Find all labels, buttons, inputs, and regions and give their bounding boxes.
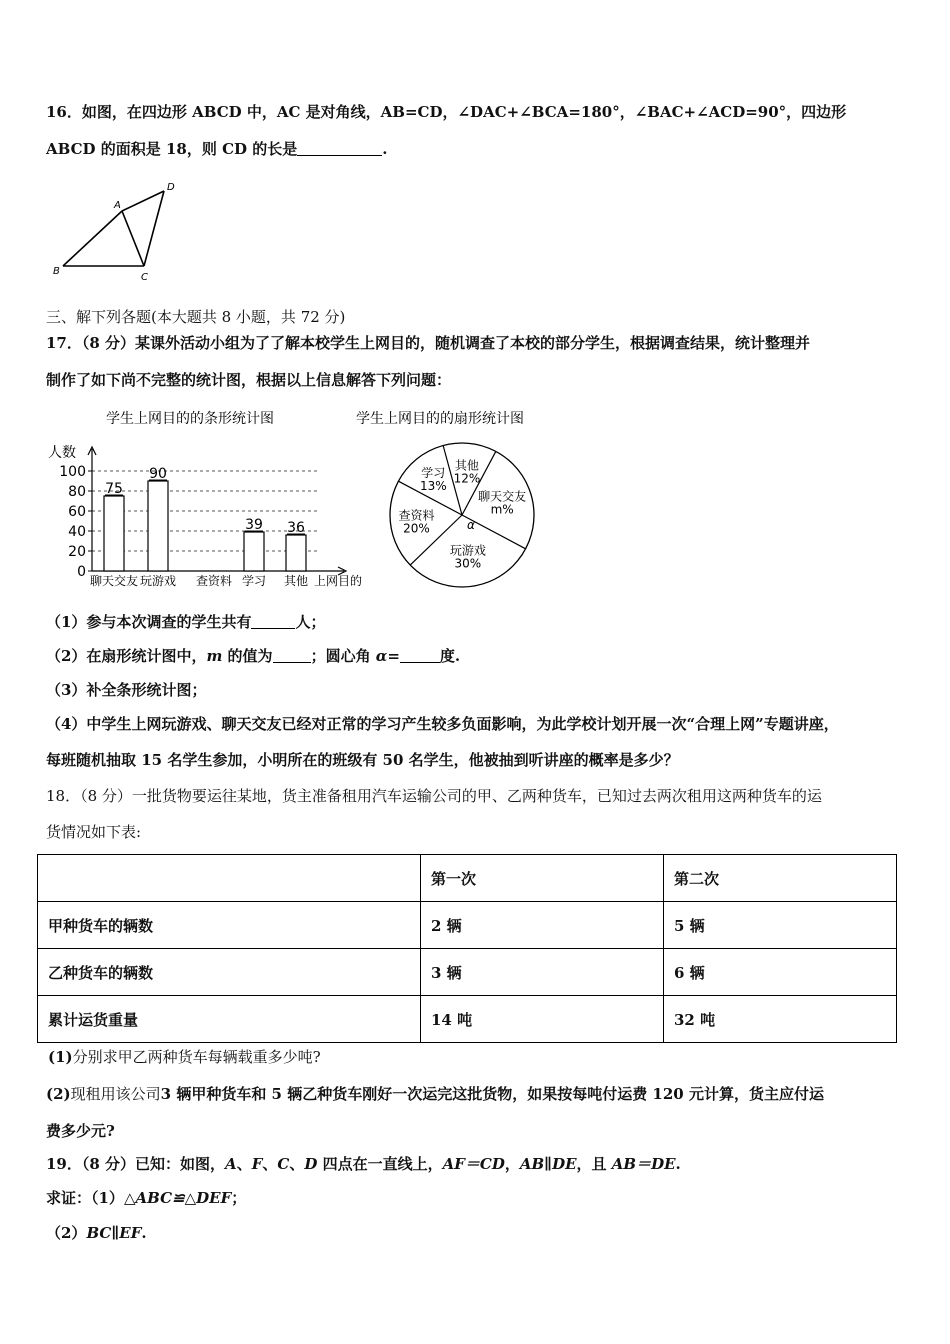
q17-sub2-text-e: 度.	[439, 647, 461, 665]
bar	[286, 535, 306, 571]
table-header-cell	[38, 855, 421, 902]
q19-text-mid: 四点在一直线上，	[317, 1155, 443, 1173]
pie-slice-percent: 12%	[453, 471, 481, 486]
freight-table	[37, 854, 897, 1043]
q18-sub2	[46, 1084, 824, 1104]
pie-slice-name: 玩游戏	[449, 543, 486, 558]
q16-question-text: ABCD 的面积是 18，则 CD 的长是	[46, 140, 298, 158]
bar-value-label: 90	[149, 466, 167, 482]
q18-sub2-line2: 费多少元?	[46, 1122, 115, 1140]
pie-center-angle-label: α	[467, 518, 475, 532]
pie-slice-name: 学习	[421, 466, 446, 481]
q17-line2: 制作了如下尚不完整的统计图，根据以上信息解答下列问题：	[46, 371, 452, 389]
bar-chart	[44, 405, 374, 595]
q19-point-d: D	[304, 1155, 318, 1173]
q18-line2: 货情况如下表:	[46, 823, 142, 841]
table-cell: 14 吨	[421, 996, 664, 1043]
x-tick-label: 聊天交友	[89, 574, 139, 588]
table-cell: 甲种货车的辆数	[38, 902, 421, 949]
x-tick-label: 其他	[283, 574, 309, 588]
q17-sub4-line2: 每班随机抽取 15 名学生参加，小明所在的班级有 50 名学生，他被抽到听讲座的概率是多少？	[46, 751, 679, 769]
pie-slice-name: 聊天交友	[478, 489, 527, 504]
pie-chart-title: 学生上网目的的扇形统计图	[356, 411, 524, 427]
bar-value-label: 39	[245, 517, 263, 533]
q18-sub2-text-b: 3 辆甲种货车和 5 辆乙种货车刚好一次运完这批货物，如果按每吨付运费 120 元计算，货主应付运	[160, 1085, 824, 1103]
vertex-label-a: A	[114, 200, 121, 211]
q16-line1: 16．如图，在四边形 ABCD 中，AC 是对角线，AB=CD，∠DAC+∠BCA=180°，∠BAC+∠ACD=90°，四边形	[46, 103, 847, 121]
q19-prove-pre: 求证：（1）	[46, 1189, 124, 1207]
y-axis-label: 人数	[48, 445, 76, 461]
q19-prove2-pre: （2）	[46, 1224, 87, 1242]
q17-sub2-blank-m[interactable]	[273, 648, 311, 663]
q19-comma: 、	[236, 1155, 252, 1173]
y-tick-label: 100	[59, 464, 86, 480]
q18-sub1-number: (1)	[48, 1048, 73, 1066]
y-tick-label: 80	[68, 484, 86, 500]
q19-line2	[46, 1188, 246, 1208]
q16-answer-blank[interactable]	[297, 141, 382, 156]
q19-point-a: A	[225, 1155, 237, 1173]
q19-prove-parallel: BC∥EF	[86, 1224, 142, 1242]
q17-sub1	[46, 612, 325, 632]
q19-line1	[46, 1154, 681, 1174]
q19-text-pre: 19．（8 分）已知：如图，	[46, 1155, 226, 1173]
y-tick-label: 60	[68, 504, 86, 520]
q18-sub1	[48, 1047, 321, 1067]
table-cell: 累计运货重量	[38, 996, 421, 1043]
q19-prove2-end: .	[141, 1224, 147, 1242]
bar-value-label: 75	[105, 481, 123, 497]
q17-sub2-blank-alpha[interactable]	[400, 648, 440, 663]
q17-sub2	[46, 646, 460, 666]
table-row	[38, 949, 897, 996]
q19-comma: ，	[504, 1155, 520, 1173]
q17-sub4-line1: （4）中学生上网玩游戏、聊天交友已经对正常的学习产生较多负面影响，为此学校计划开展一次“合理上网”专题讲座，	[46, 715, 839, 733]
q16-line2	[46, 139, 388, 159]
table-header-cell: 第一次	[421, 855, 664, 902]
pie-slice-name: 其他	[454, 458, 479, 473]
q18-sub2-text-a: 现租用该公司	[70, 1085, 161, 1103]
q17-sub3: （3）补全条形统计图；	[46, 681, 207, 699]
q16-period: .	[382, 140, 388, 158]
q17-sub1-blank[interactable]	[251, 614, 295, 629]
y-tick-label: 20	[68, 544, 86, 560]
q18-sub1-text: 分别求甲乙两种货车每辆载重多少吨?	[72, 1048, 321, 1066]
q17-sub2-text-d: =	[387, 647, 400, 665]
q19-comma: 、	[289, 1155, 305, 1173]
q17-sub2-m: m	[206, 647, 223, 665]
pie-slice-name: 查资料	[398, 508, 435, 523]
pie-slice-percent: 20%	[403, 521, 430, 536]
x-tick-label: 查资料	[195, 574, 233, 588]
pie-slice-percent: 13%	[419, 479, 447, 494]
vertex-label-c: C	[141, 272, 148, 283]
q17-sub2-text-b: 的值为	[222, 647, 273, 665]
q19-prove-congruent: △ABC≌△DEF	[123, 1189, 232, 1207]
section-heading: 三、解下列各题(本大题共 8 小题，共 72 分)	[46, 308, 346, 326]
bar-value-label: 36	[287, 520, 305, 536]
table-cell: 乙种货车的辆数	[38, 949, 421, 996]
table-header-cell: 第二次	[664, 855, 897, 902]
table-header-row	[38, 855, 897, 902]
q19-point-c: C	[277, 1155, 290, 1173]
pie-chart	[352, 405, 567, 595]
q17-line1: 17．（8 分）某课外活动小组为了了解本校学生上网目的，随机调查了本校的部分学生，根据调查结果，统计整理并	[46, 334, 811, 352]
q19-comma: 、	[262, 1155, 278, 1173]
q18-line1: 18．（8 分）一批货物要运往某地，货主准备租用汽车运输公司的甲、乙两种货车，已知过去两次租用这两种货车的运	[46, 787, 822, 805]
q17-sub2-alpha: α	[375, 647, 388, 665]
pie-slice-percent: 30%	[454, 556, 482, 571]
q17-sub1-end: 人；	[295, 613, 326, 631]
pie-slice-percent: m%	[490, 502, 514, 517]
quadrilateral-figure	[48, 178, 178, 283]
q19-cond-af-cd: AF＝CD	[442, 1155, 505, 1173]
q19-period: .	[675, 1155, 681, 1173]
bar-chart-title: 学生上网目的的条形统计图	[106, 411, 274, 427]
table-cell: 32 吨	[664, 996, 897, 1043]
vertex-label-d: D	[167, 182, 175, 193]
y-tick-label: 40	[68, 524, 86, 540]
table-cell: 6 辆	[664, 949, 897, 996]
table-cell: 3 辆	[421, 949, 664, 996]
q17-sub2-text-c: ；圆心角	[310, 647, 376, 665]
q19-cond-ab-de-equal: AB＝DE	[611, 1155, 676, 1173]
table-row	[38, 996, 897, 1043]
x-axis-label: 上网目的	[314, 574, 363, 588]
q17-sub2-text-a: （2）在扇形统计图中，	[46, 647, 207, 665]
q17-sub1-text: （1）参与本次调查的学生共有	[46, 613, 252, 631]
q19-cond-ab-de-parallel: AB∥DE	[519, 1155, 577, 1173]
table-cell: 5 辆	[664, 902, 897, 949]
bar	[244, 532, 264, 571]
vertex-label-b: B	[53, 266, 60, 277]
q19-prove-end: ；	[231, 1189, 247, 1207]
x-tick-label: 学习	[241, 574, 267, 588]
bar	[104, 496, 124, 571]
y-tick-label: 0	[77, 564, 86, 580]
q18-sub2-number: (2)	[46, 1085, 71, 1103]
bar	[148, 481, 168, 571]
q19-line3	[46, 1223, 147, 1243]
q19-point-f: F	[251, 1155, 263, 1173]
table-row	[38, 902, 897, 949]
x-tick-label: 玩游戏	[139, 574, 177, 588]
table-cell: 2 辆	[421, 902, 664, 949]
q19-text-and: ，且	[576, 1155, 612, 1173]
